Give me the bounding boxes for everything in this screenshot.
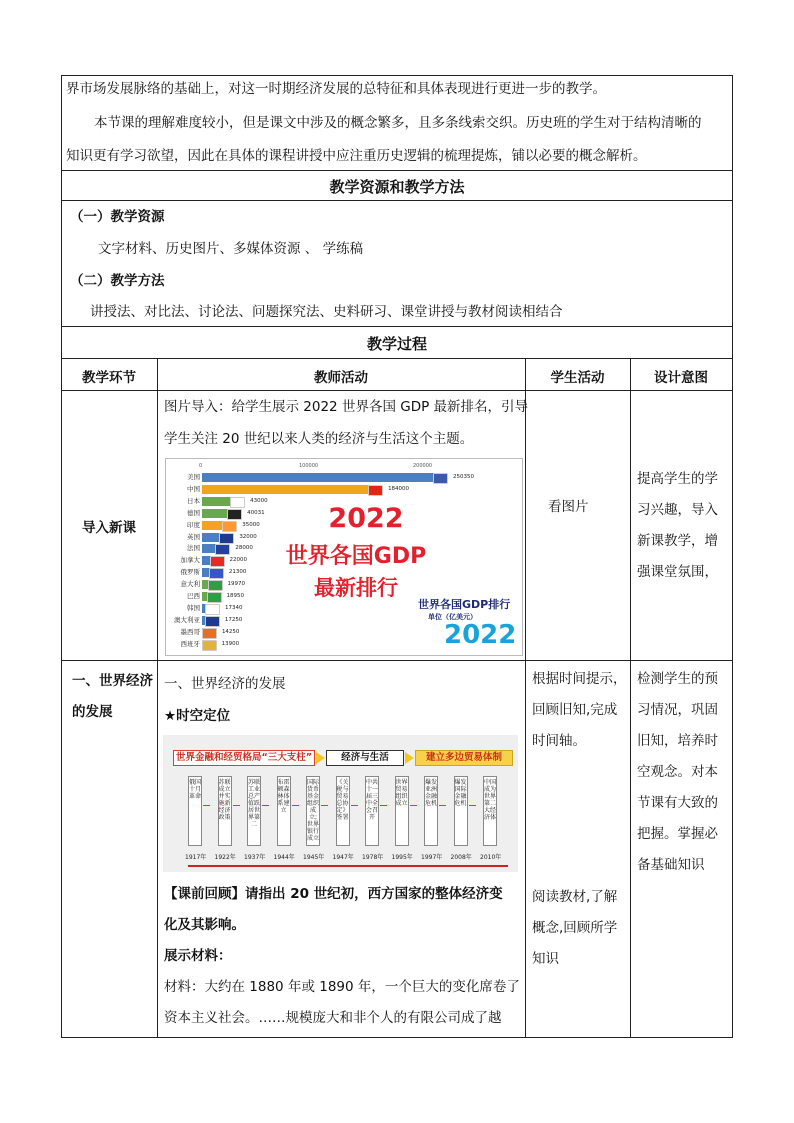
review-question-line-1: 【课前回顾】请指出 20 世纪初，西方国家的整体经济变 <box>164 886 503 902</box>
resources-text-1: 文字材料、历史图片、多媒体资源 、 学练稿 <box>98 241 364 257</box>
timeline-event: 国际货币基金组织成立;世界银行成立 <box>306 776 320 846</box>
country-label: 印度 <box>187 520 200 529</box>
flag-icon <box>205 604 220 615</box>
timeline-year: 2008年 <box>450 854 472 861</box>
stage-economy-line-1: 一、世界经济 <box>72 673 153 689</box>
column-header-stage: 教学环节 <box>82 370 136 386</box>
flag-icon <box>433 473 448 484</box>
timeline-event: 世界贸易组织成立 <box>395 776 409 846</box>
flag-icon <box>205 616 220 627</box>
table-border-left <box>61 75 62 1038</box>
gdp-value: 19970 <box>227 581 246 588</box>
review-question-line-2: 化及其影响。 <box>164 917 245 933</box>
timeline-event: 《关税与贸易总协定》签署 <box>336 776 350 846</box>
student-activity-2a: 根据时间提示， 回顾旧知,完成 时间轴。 <box>532 671 627 749</box>
gdp-value: 40031 <box>247 509 265 516</box>
column-header-student: 学生活动 <box>550 370 605 386</box>
gdp-value: 43000 <box>250 497 268 504</box>
gdp-value: 184000 <box>388 485 410 492</box>
gdp-value: 14250 <box>221 628 240 635</box>
gdp-value: 250350 <box>453 474 474 480</box>
timeline-connector <box>203 805 210 806</box>
row-divider <box>61 390 733 391</box>
row-divider <box>61 326 733 327</box>
teacher-text-1: 图片导入：给学生展示 2022 世界各国 GDP 最新排名，引导 <box>164 399 529 415</box>
gdp-value: 28000 <box>235 545 253 552</box>
flag-icon <box>230 497 245 508</box>
gdp-value: 17250 <box>224 616 243 623</box>
gdp-big-subtitle: 最新排行 <box>314 576 398 600</box>
student-activity-1: 看图片 <box>548 499 589 515</box>
country-label: 加拿大 <box>180 556 200 565</box>
country-label: 澳大利亚 <box>174 615 200 624</box>
flag-icon <box>368 485 383 496</box>
teacher-text-2: 学生关注 20 世纪以来人类的经济与生活这个主题。 <box>164 431 474 447</box>
column-header-intent: 设计意图 <box>654 370 708 386</box>
flag-icon <box>202 640 217 651</box>
flag-icon <box>219 533 234 544</box>
arrow-right-icon <box>405 752 414 764</box>
gdp-value: 35000 <box>242 521 260 528</box>
timeline-event: 布雷顿森林体系建立 <box>277 776 291 846</box>
country-label: 墨西哥 <box>180 627 200 636</box>
flag-icon <box>227 509 242 520</box>
timeline-connector <box>380 805 387 806</box>
student-activity-2b: 阅读教材,了解 概念,回顾所学 知识 <box>532 889 618 967</box>
gdp-value: 18950 <box>226 593 245 599</box>
timeline-connector <box>439 805 446 806</box>
gdp-value: 21300 <box>228 569 247 576</box>
row-divider <box>61 660 733 661</box>
timeline-connector <box>262 805 269 806</box>
material-heading: 展示材料： <box>164 948 232 964</box>
country-label: 俄罗斯 <box>180 568 200 577</box>
flag-icon <box>202 628 217 639</box>
table-border-top <box>61 75 733 76</box>
timeline-event: 俄国十月革命 <box>188 776 202 846</box>
gdp-big-title: 世界各国GDP <box>285 544 427 569</box>
gdp-bar <box>202 485 382 494</box>
timeline-year: 2010年 <box>480 854 502 861</box>
gdp-tag-year: 2022 <box>444 620 517 650</box>
gdp-value: 13900 <box>221 640 240 647</box>
timeline-year: 1947年 <box>332 854 354 861</box>
material-line-1: 材料：大约在 1880 年或 1890 年，一个巨大的变化席卷了 <box>164 979 520 995</box>
timeline-connector <box>321 805 328 806</box>
timeline-year: 1997年 <box>421 854 443 861</box>
design-intent-1: 提高学生的学 习兴趣，导入 新课教学，增 强课堂氛围， <box>637 471 718 580</box>
timeline-year: 1922年 <box>214 854 236 861</box>
timeline-connector <box>233 805 240 806</box>
column-header-teacher: 教师活动 <box>314 370 368 386</box>
gdp-value: 17340 <box>224 604 243 611</box>
gdp-value: 32000 <box>239 533 257 540</box>
timeline-event: 苏联工业总产值跃居世界第二 <box>247 776 261 846</box>
country-label: 美国 <box>187 473 200 481</box>
timeline-image <box>163 735 518 872</box>
country-label: 韩国 <box>187 603 200 612</box>
gdp-tag-unit: 单位（亿美元） <box>428 613 477 621</box>
timeline-year: 1978年 <box>362 854 384 861</box>
intro-line-1: 界市场发展脉络的基础上，对这一时期经济发展的总特征和具体表现进行更进一步的教学。 <box>66 81 606 97</box>
country-label: 法国 <box>187 544 200 553</box>
timeline-year: 1937年 <box>244 854 266 861</box>
timeline-connector <box>292 805 299 806</box>
flag-icon <box>207 592 222 603</box>
col-divider <box>525 358 526 1038</box>
resources-subheading-1: （一）教学资源 <box>70 209 165 225</box>
col-divider <box>630 358 631 1038</box>
table-border-right <box>732 75 733 1038</box>
resources-text-2: 讲授法、对比法、讨论法、问题探究法、史料研习、课堂讲授与教材阅读相结合 <box>90 304 563 320</box>
teacher-star-heading: ★时空定位 <box>164 708 231 724</box>
material-line-2: 资本主义社会。……规模庞大和非个人的有限公司成了越 <box>164 1010 502 1026</box>
country-label: 意大利 <box>180 580 200 589</box>
row-divider <box>61 200 733 201</box>
timeline-event: 苏联成立并实施新经济政策 <box>218 776 232 846</box>
country-label: 西班牙 <box>180 639 200 648</box>
resources-heading: 教学资源和教学方法 <box>329 178 465 196</box>
intro-line-2: 本节课的理解难度较小，但是课文中涉及的概念繁多，且多条线索交织。历史班的学生对于结构清晰的 <box>94 115 702 131</box>
stage-intro: 导入新课 <box>82 520 136 536</box>
gdp-big-year: 2022 <box>328 503 404 534</box>
resources-subheading-2: （二）教学方法 <box>70 273 165 289</box>
gdp-tag-title: 世界各国GDP排行 <box>418 598 511 611</box>
intro-line-3: 知识更有学习欲望，因此在具体的课程讲授中应注重历史逻辑的梳理提炼，铺以必要的概念解析。 <box>66 148 647 164</box>
flag-icon <box>215 544 230 555</box>
timeline-year: 1995年 <box>391 854 413 861</box>
timeline-year: 1945年 <box>303 854 325 861</box>
country-label: 中国 <box>187 484 200 493</box>
timeline-connector <box>410 805 417 806</box>
axis-tick-200000: 200000 <box>413 463 433 469</box>
timeline-connector <box>351 805 358 806</box>
timeline-connector <box>469 805 476 806</box>
country-label: 巴西 <box>187 592 200 600</box>
arrow-right-icon <box>316 752 325 764</box>
col-divider <box>157 358 158 1038</box>
timeline-event: 爆发亚洲金融危机 <box>424 776 438 846</box>
flag-icon <box>208 580 223 591</box>
row-divider <box>61 358 733 359</box>
timeline-year: 1944年 <box>273 854 295 861</box>
flag-icon <box>210 556 225 567</box>
process-heading: 教学过程 <box>366 335 427 353</box>
country-label: 日本 <box>187 496 200 505</box>
timeline-axis-line <box>188 865 508 867</box>
flag-icon <box>222 521 237 532</box>
gdp-value: 22000 <box>229 557 248 564</box>
country-label: 英国 <box>187 532 200 541</box>
timeline-box-pillars: 世界金融和经贸格局“三大支柱” <box>173 750 315 766</box>
country-label: 德国 <box>187 508 200 517</box>
gdp-bar <box>202 473 447 482</box>
axis-tick-0: 0 <box>199 463 203 469</box>
timeline-box-economy: 经济与生活 <box>326 750 404 766</box>
timeline-event: 爆发国际金融危机 <box>454 776 468 846</box>
flag-icon <box>209 568 224 579</box>
stage-economy-line-2: 的发展 <box>72 704 113 720</box>
timeline-event: 中国成为世界第二大经济体 <box>483 776 497 846</box>
row-divider <box>61 170 733 171</box>
gdp-ranking-image <box>165 458 523 656</box>
teacher-section-title: 一、世界经济的发展 <box>164 676 286 692</box>
axis-tick-100000: 100000 <box>299 463 319 469</box>
design-intent-2: 检测学生的预 习情况，巩固 旧知，培养时 空观念。对本 节课有大致的 把握。掌握必 备基础知识 <box>637 671 718 873</box>
timeline-box-trade: 建立多边贸易体制 <box>415 750 513 766</box>
timeline-year: 1917年 <box>185 854 207 861</box>
table-border-bottom <box>61 1037 733 1038</box>
timeline-event: 中共十一届三中全会召开 <box>365 776 379 846</box>
